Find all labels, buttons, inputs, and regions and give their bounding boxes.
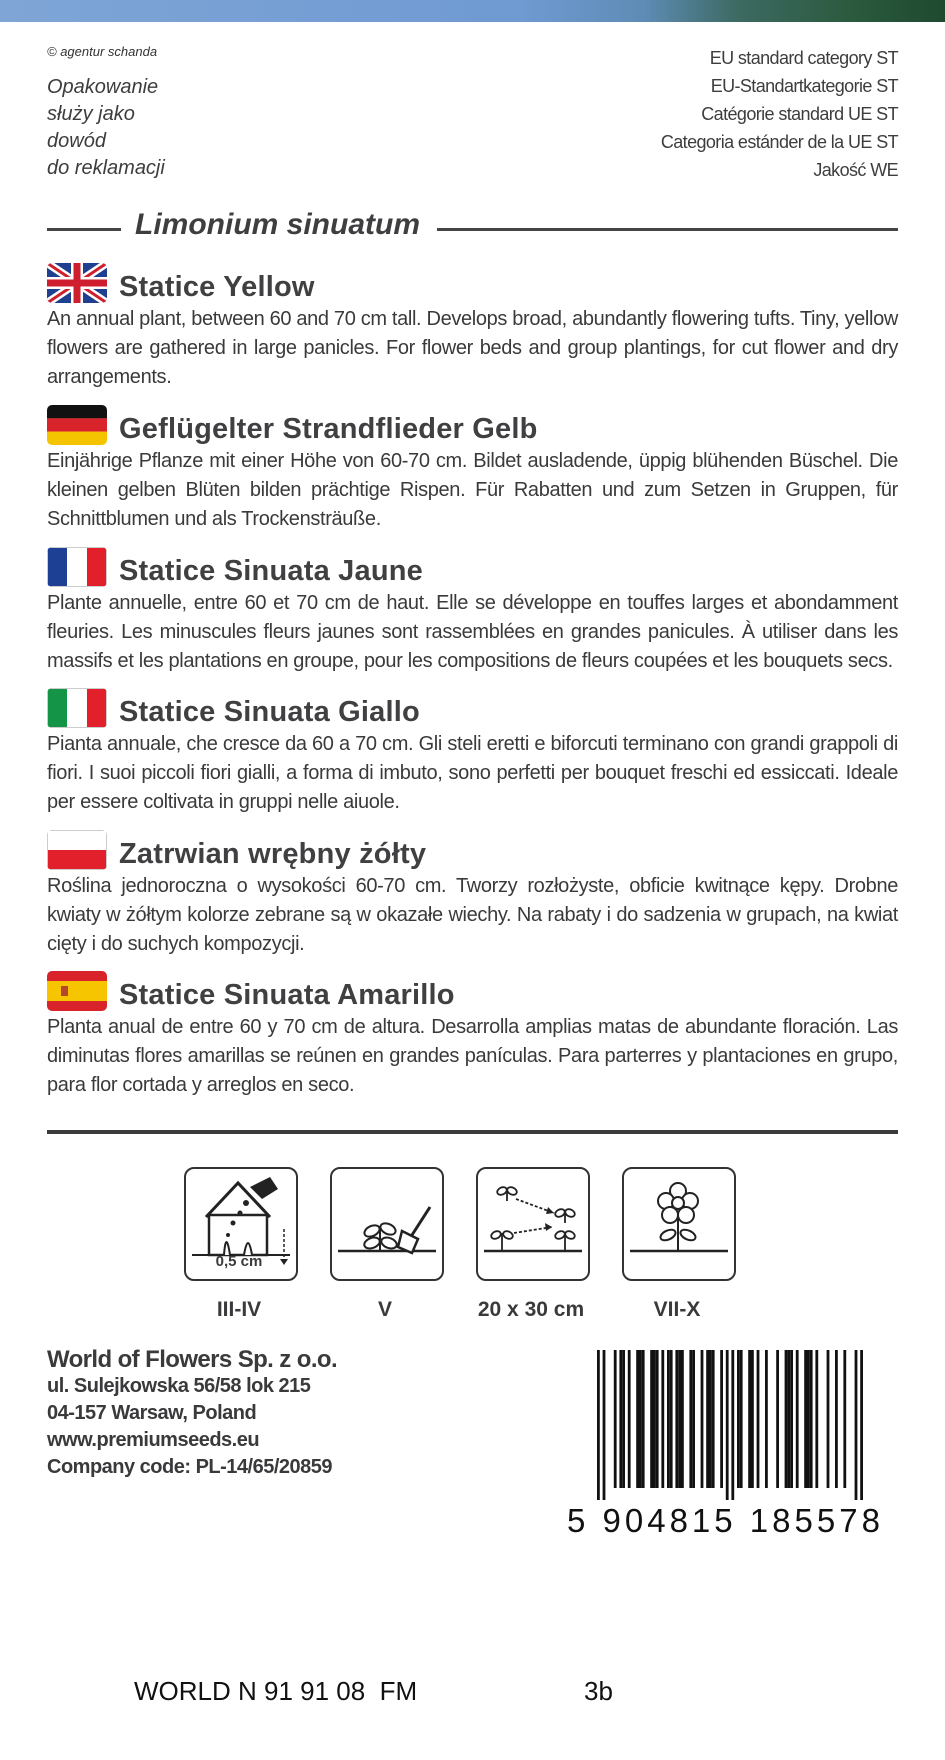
barcode-bar bbox=[675, 1350, 678, 1488]
barcode-bar bbox=[701, 1350, 704, 1488]
eu-category-list bbox=[661, 44, 898, 184]
section-polish bbox=[47, 830, 898, 959]
barcode-bars bbox=[567, 1350, 897, 1500]
transplant-icon bbox=[330, 1167, 444, 1281]
barcode-bar bbox=[639, 1350, 642, 1488]
barcode-bar bbox=[661, 1350, 664, 1488]
notice-line: Opakowanie bbox=[47, 76, 159, 98]
section-body: Pianta annuale, che cresce da 60 a 70 cm. Gli steli eretti e biforcuti terminano con grandi grappoli di fiori. I suoi piccoli fiori gialli, a forma di imbuto, sono perfetti per bouquet freschi ed essiccati. Ideale per essere coltivata in gruppi nelle aiuole. bbox=[47, 733, 898, 813]
category-line: EU-Standartkategorie ST bbox=[710, 76, 898, 96]
depth-label: 0,5 cm bbox=[215, 1253, 263, 1270]
poland-flag-icon bbox=[47, 830, 107, 870]
barcode-bar bbox=[835, 1350, 838, 1488]
barcode-bar bbox=[815, 1350, 818, 1488]
uk-flag-icon bbox=[47, 263, 107, 303]
spain-flag-icon bbox=[47, 971, 107, 1011]
barcode-bar bbox=[843, 1350, 846, 1488]
barcode-bar bbox=[757, 1350, 760, 1488]
barcode-bar bbox=[731, 1350, 734, 1500]
france-flag-icon bbox=[47, 547, 107, 587]
barcode-bar bbox=[667, 1350, 670, 1488]
barcode-bar bbox=[860, 1350, 863, 1500]
notice-line: służy jako bbox=[47, 103, 135, 125]
section-divider bbox=[47, 1130, 898, 1134]
barcode-bar bbox=[726, 1350, 729, 1500]
notice-line: do reklamacji bbox=[47, 157, 165, 179]
barcode-bar bbox=[636, 1350, 639, 1488]
section-body: Roślina jednoroczna o wysokości 60-70 cm. Tworzy rozłożyste, obficie kwitnące kępy. Drobne kwiaty w żółtym kolorze zebrane są w okazałe wiechy. Na rabaty i do sadzenia w grupach, na kwiat cięty i do suchych kompozycji. bbox=[47, 875, 898, 955]
barcode-bar bbox=[622, 1350, 625, 1488]
barcode-bar bbox=[796, 1350, 799, 1488]
spacing-label: 20 x 30 cm bbox=[477, 1298, 585, 1321]
barcode-bar bbox=[650, 1350, 653, 1488]
barcode-bar bbox=[656, 1350, 659, 1488]
barcode-bar bbox=[681, 1350, 684, 1488]
section-title: Zatrwian wrębny żółty bbox=[119, 838, 427, 870]
barcode-bar bbox=[737, 1350, 740, 1488]
print-code: WORLD N 91 91 08 FM bbox=[134, 1676, 418, 1706]
section-body: Plante annuelle, entre 60 et 70 cm de haut. Elle se développe en touffes larges et abondamment fleuries. Les minuscules fleurs jaunes sont rassemblées en grandes panicules. À utiliser dans les massifs et les plantations en groupe, pour les compositions de fleurs coupées et les bouquets secs. bbox=[47, 592, 898, 672]
barcode-bar bbox=[614, 1350, 617, 1488]
category-line: Categoria estánder de la UE ST bbox=[660, 132, 898, 152]
category-line: Jakość WE bbox=[813, 160, 898, 180]
flowering-icon bbox=[622, 1167, 736, 1281]
barcode-bar bbox=[709, 1350, 712, 1488]
barcode-bar bbox=[855, 1350, 858, 1500]
section-italian bbox=[47, 688, 898, 817]
company-name: World of Flowers Sp. z o.o. bbox=[47, 1346, 338, 1373]
barcode-bar bbox=[748, 1350, 751, 1488]
italy-flag-icon bbox=[47, 688, 107, 728]
barcode-bar bbox=[670, 1350, 673, 1488]
barcode-bar bbox=[603, 1350, 606, 1500]
barcode-bar bbox=[678, 1350, 681, 1488]
category-line: EU standard category ST bbox=[709, 48, 898, 68]
growing-icons bbox=[184, 1167, 744, 1327]
section-title: Statice Yellow bbox=[119, 271, 315, 303]
copyright-mark: © agentur schanda bbox=[47, 44, 158, 59]
company-street: ul. Sulejkowska 56/58 lok 215 bbox=[47, 1375, 311, 1397]
barcode-bar bbox=[765, 1350, 768, 1488]
category-line: Catégorie standard UE ST bbox=[701, 104, 898, 124]
barcode-bar bbox=[689, 1350, 692, 1488]
barcode-bar bbox=[642, 1350, 645, 1488]
complaint-notice bbox=[47, 74, 247, 182]
company-website[interactable]: www.premiumseeds.eu bbox=[47, 1429, 260, 1451]
section-spanish bbox=[47, 971, 898, 1100]
barcode-bar bbox=[751, 1350, 754, 1488]
section-french bbox=[47, 547, 898, 676]
barcode-bar bbox=[706, 1350, 709, 1488]
rule-left bbox=[47, 228, 121, 231]
barcode-bar bbox=[790, 1350, 793, 1488]
sowing-period-label: III-IV bbox=[216, 1298, 262, 1321]
germany-flag-icon bbox=[47, 405, 107, 445]
top-color-band bbox=[0, 0, 945, 22]
company-code: Company code: PL-14/65/20859 bbox=[47, 1456, 333, 1478]
section-body: Planta anual de entre 60 y 70 cm de altura. Desarrolla amplias matas de abundante floración. Las diminutas flores amarillas se reúnen en grandes panículas. Para parterres y plantaciones en grupo, para flor cortada y arreglos en seco. bbox=[47, 1016, 898, 1096]
notice-line: dowód bbox=[47, 130, 106, 152]
barcode-bar bbox=[597, 1350, 600, 1500]
barcode-number: 5 904815 185578 bbox=[567, 1502, 884, 1539]
barcode-bar bbox=[712, 1350, 715, 1488]
barcode-bar bbox=[653, 1350, 656, 1488]
page-code: 3b bbox=[584, 1676, 613, 1706]
barcode-bar bbox=[785, 1350, 788, 1488]
barcode-bar bbox=[776, 1350, 779, 1488]
section-german bbox=[47, 405, 898, 534]
latin-name: Limonium sinuatum bbox=[135, 208, 420, 241]
section-english bbox=[47, 263, 898, 392]
barcode bbox=[567, 1350, 897, 1560]
section-title: Statice Sinuata Giallo bbox=[119, 696, 420, 728]
flowering-period-label: VII-X bbox=[653, 1298, 701, 1321]
transplant-period-label: V bbox=[377, 1298, 392, 1321]
barcode-bar bbox=[720, 1350, 723, 1488]
barcode-bar bbox=[827, 1350, 830, 1488]
company-info bbox=[47, 1346, 337, 1481]
barcode-bar bbox=[619, 1350, 622, 1488]
barcode-bar bbox=[807, 1350, 810, 1488]
barcode-bar bbox=[804, 1350, 807, 1488]
company-city: 04-157 Warsaw, Poland bbox=[47, 1402, 257, 1424]
section-title: Statice Sinuata Jaune bbox=[119, 555, 423, 587]
rule-right bbox=[437, 228, 898, 231]
latin-name-row bbox=[47, 208, 898, 248]
section-body: Einjährige Pflanze mit einer Höhe von 60-70 cm. Bildet ausladende, üppig blühenden Büschel. Die kleinen gelben Blüten bilden prächtige Rispen. Für Rabatten und zum Setzen in Gruppen, für Schnittblumen und als Trockensträuße. bbox=[47, 450, 898, 530]
spacing-icon bbox=[476, 1167, 590, 1281]
barcode-bar bbox=[692, 1350, 695, 1488]
barcode-bar bbox=[787, 1350, 790, 1488]
barcode-bar bbox=[810, 1350, 813, 1488]
barcode-bar bbox=[628, 1350, 631, 1488]
section-title: Geflügelter Strandflieder Gelb bbox=[119, 413, 538, 445]
section-body: An annual plant, between 60 and 70 cm tall. Develops broad, abundantly flowering tufts. Tiny, yellow flowers are gathered in large panicles. For flower beds and group plantings, for cut flower and dry arrangements. bbox=[47, 308, 898, 388]
barcode-bar bbox=[740, 1350, 743, 1488]
section-title: Statice Sinuata Amarillo bbox=[119, 979, 455, 1011]
